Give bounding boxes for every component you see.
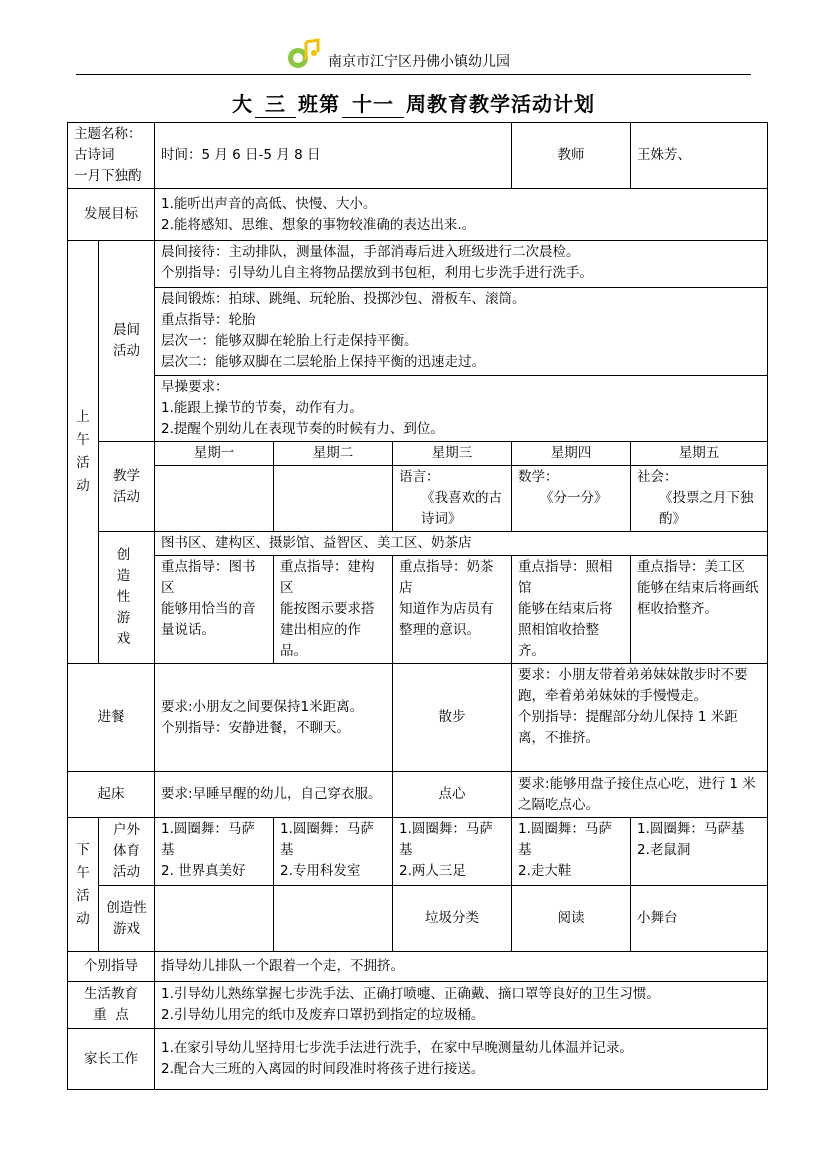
weekday-header: 星期四 bbox=[512, 442, 631, 466]
afternoon-creative-cell bbox=[274, 886, 393, 952]
school-name: 南京市江宁区丹佛小镇幼儿园 bbox=[328, 54, 510, 70]
afternoon-creative-label: 创造性游戏 bbox=[99, 886, 155, 952]
outdoor-cell: 1.圆圈舞：马萨基 2. 世界真美好 bbox=[155, 818, 274, 886]
wake-label: 起床 bbox=[68, 772, 155, 818]
zone-focus-cell: 重点指导：美工区 能够在结束后将画纸框收拾整齐。 bbox=[631, 556, 768, 664]
parents-work-label: 家长工作 bbox=[68, 1029, 155, 1090]
page-title: 大 三 班第 十一 周教育教学活动计划 bbox=[0, 88, 827, 118]
header-divider bbox=[76, 74, 751, 75]
walk-content: 要求：小朋友带着弟弟妹妹散步时不要跑，牵着弟弟妹妹的手慢慢走。 个别指导：提醒部分幼儿保持 1 米距离，不推挤。 bbox=[512, 664, 768, 772]
afternoon-creative-cell: 阅读 bbox=[512, 886, 631, 952]
wake-content: 要求:早睡早醒的幼儿，自己穿衣服。 bbox=[155, 772, 393, 818]
zone-focus-cell: 重点指导：建构区 能按图示要求搭建出相应的作品。 bbox=[274, 556, 393, 664]
snack-label: 点心 bbox=[393, 772, 512, 818]
teaching-cell bbox=[155, 466, 274, 532]
snack-content: 要求:能够用盘子接住点心吃，进行 1 米之隔吃点心。 bbox=[512, 772, 768, 818]
teaching-cell: 语言： 《我喜欢的古诗词》 bbox=[393, 466, 512, 532]
teaching-cell: 社会： 《投票之月下独酌》 bbox=[631, 466, 768, 532]
morning-reception: 晨间接待：主动排队，测量体温，手部消毒后进入班级进行二次晨检。 个别指导：引导幼儿自主将物品摆放到书包柜，利用七步洗手进行洗手。 bbox=[155, 241, 768, 288]
afternoon-creative-cell: 垃圾分类 bbox=[393, 886, 512, 952]
life-education-label: 生活教育 重 点 bbox=[68, 982, 155, 1029]
outdoor-cell: 1.圆圈舞：马萨基 2.老鼠洞 bbox=[631, 818, 768, 886]
weekday-header: 星期一 bbox=[155, 442, 274, 466]
outdoor-cell: 1.圆圈舞：马萨基 2.专用科发室 bbox=[274, 818, 393, 886]
afternoon-creative-cell: 小舞台 bbox=[631, 886, 768, 952]
creative-game-label: 创造性游戏 bbox=[99, 532, 155, 664]
zone-focus-cell: 重点指导：图书区 能够用恰当的音量说话。 bbox=[155, 556, 274, 664]
morning-exercise: 晨间锻炼：拍球、跳绳、玩轮胎、投掷沙包、滑板车、滚筒。 重点指导：轮胎 层次一：能够双脚在轮胎上行走保持平衡。 层次二：能够双脚在二层轮胎上保持平衡的迅速走过。 bbox=[155, 288, 768, 376]
afternoon-creative-cell bbox=[155, 886, 274, 952]
weekday-header: 星期五 bbox=[631, 442, 768, 466]
outdoor-label: 户外体育活动 bbox=[99, 818, 155, 886]
week-number: 十一 bbox=[342, 88, 404, 118]
weekly-plan-table bbox=[67, 122, 768, 1090]
outdoor-cell: 1.圆圈舞：马萨基 2.两人三足 bbox=[393, 818, 512, 886]
weekday-header: 星期二 bbox=[274, 442, 393, 466]
theme-cell: 主题名称：古诗词 一月下独酌 bbox=[68, 123, 155, 189]
goals-content: 1.能听出声音的高低、快慢、大小。 2.能将感知、思维、想象的事物较准确的表达出来.。 bbox=[155, 189, 768, 241]
individual-label: 个别指导 bbox=[68, 952, 155, 982]
meal-label: 进餐 bbox=[68, 664, 155, 772]
walk-label: 散步 bbox=[393, 664, 512, 772]
individual-content: 指导幼儿排队一个跟着一个走，不拥挤。 bbox=[155, 952, 768, 982]
class-number: 三 bbox=[255, 88, 296, 118]
afternoon-section-label: 下午活动 bbox=[68, 818, 99, 952]
parents-work-content: 1.在家引导幼儿坚持用七步洗手法进行洗手，在家中早晚测量幼儿体温并记录。 2.配合大三班的入离园的时间段准时将孩子进行接送。 bbox=[155, 1029, 768, 1090]
game-zones: 图书区、建构区、摄影馆、益智区、美工区、奶茶店 bbox=[155, 532, 768, 556]
life-education-content: 1.引导幼儿熟练掌握七步洗手法、正确打喷嚏、正确戴、摘口罩等良好的卫生习惯。 2.引导幼儿用完的纸巾及废弃口罩扔到指定的垃圾桶。 bbox=[155, 982, 768, 1029]
zone-focus-cell: 重点指导：照相馆 能够在结束后将照相馆收拾整齐。 bbox=[512, 556, 631, 664]
meal-content: 要求:小朋友之间要保持1米距离。 个别指导：安静进餐，不聊天。 bbox=[155, 664, 393, 772]
morning-section-label: 上午活动 bbox=[68, 241, 99, 664]
zone-focus-cell: 重点指导：奶茶店 知道作为店员有整理的意识。 bbox=[393, 556, 512, 664]
goals-label: 发展目标 bbox=[68, 189, 155, 241]
teacher-name: 王姝芳、 bbox=[631, 123, 768, 189]
time-cell: 时间：5 月 6 日-5 月 8 日 bbox=[155, 123, 512, 189]
outdoor-cell: 1.圆圈舞：马萨基 2.走大鞋 bbox=[512, 818, 631, 886]
morning-drill: 早操要求： 1.能跟上操节的节奏，动作有力。 2.提醒个别幼儿在表现节奏的时候有力、到位。 bbox=[155, 376, 768, 442]
morning-sub-label: 晨间活动 bbox=[99, 241, 155, 442]
teaching-cell: 数学： 《分一分》 bbox=[512, 466, 631, 532]
page-header bbox=[76, 38, 751, 78]
kindergarten-logo-icon bbox=[286, 38, 322, 70]
teacher-label: 教师 bbox=[512, 123, 631, 189]
teaching-label: 教学活动 bbox=[99, 442, 155, 532]
teaching-cell bbox=[274, 466, 393, 532]
weekday-header: 星期三 bbox=[393, 442, 512, 466]
